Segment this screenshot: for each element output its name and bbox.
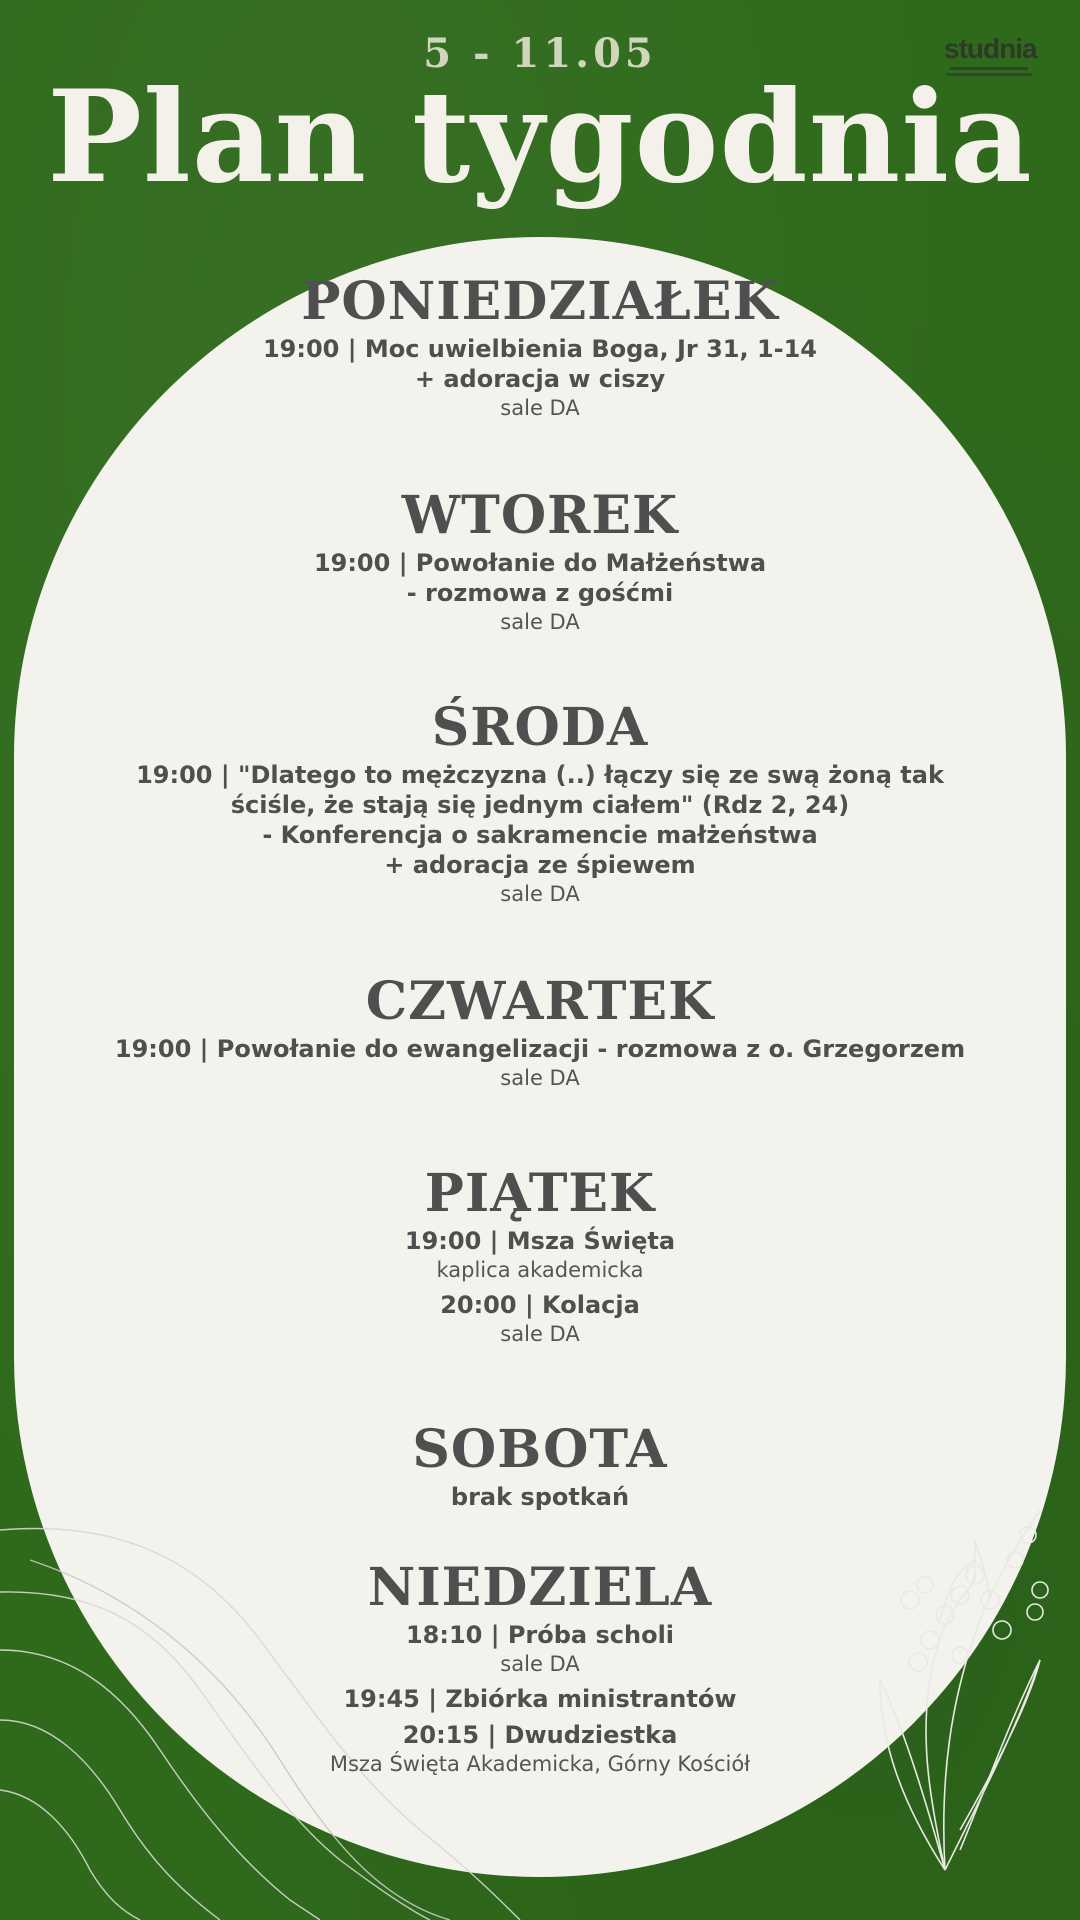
event-title: 19:45 | Zbiórka ministrantów [343,1685,737,1713]
event-title: 19:00 | Powołanie do Małżeństwa - rozmowa z gośćmi [313,549,767,607]
day-name: SOBOTA [412,1419,668,1480]
day-sunday [60,1556,1020,1778]
week-schedule [60,270,1020,1778]
event [60,1684,1020,1714]
event [60,760,1020,908]
day-thursday [60,970,1020,1092]
event-title: 19:00 | Msza Święta [404,1227,676,1255]
event-title: 19:00 | "Dlatego to mężczyzna (..) łączy się ze swą żoną tak ściśle, że stają się jednym ciałem" (Rdz 2, 24) - Konferencja o sakramencie małżeństwa + adoracja ze śpiewem [136,761,944,879]
day-tuesday [60,484,1020,636]
date-range: 5 - 11.05 [423,30,657,77]
logo-wordmark: studnia [944,33,1037,64]
day-friday [60,1162,1020,1348]
day-name: PONIEDZIAŁEK [301,271,779,332]
event-title: brak spotkań [450,1483,630,1511]
event-location: sale DA [500,396,580,420]
day-name: PIĄTEK [424,1163,656,1224]
event [60,548,1020,636]
day-name: CZWARTEK [365,971,715,1032]
day-name: NIEDZIELA [367,1557,713,1618]
event-title: 19:00 | Powołanie do ewangelizacji - rozmowa z o. Grzegorzem [114,1035,966,1063]
event-title: 18:10 | Próba scholi [405,1621,675,1649]
day-name: WTOREK [401,485,679,546]
event [60,1226,1020,1284]
event [60,1034,1020,1092]
event-location: sale DA [500,1322,580,1346]
day-name: ŚRODA [431,697,649,758]
event [60,1290,1020,1348]
event-title: 19:00 | Moc uwielbienia Boga, Jr 31, 1-14 + adoracja w ciszy [262,335,818,393]
event [60,1720,1020,1778]
event-location: sale DA [500,1652,580,1676]
page-title: Plan tygodnia [47,63,1033,211]
event [60,334,1020,422]
event-location: kaplica akademicka [436,1258,644,1282]
event-location: sale DA [500,610,580,634]
event-location: sale DA [500,882,580,906]
event-title: 20:00 | Kolacja [440,1291,640,1319]
event [60,1482,1020,1512]
event-location: Msza Święta Akademicka, Górny Kościół [329,1752,751,1776]
day-saturday [60,1418,1020,1512]
day-monday [60,270,1020,422]
event [60,1620,1020,1678]
event-title: 20:15 | Dwudziestka [402,1721,678,1749]
event-location: sale DA [500,1066,580,1090]
day-wednesday [60,696,1020,908]
